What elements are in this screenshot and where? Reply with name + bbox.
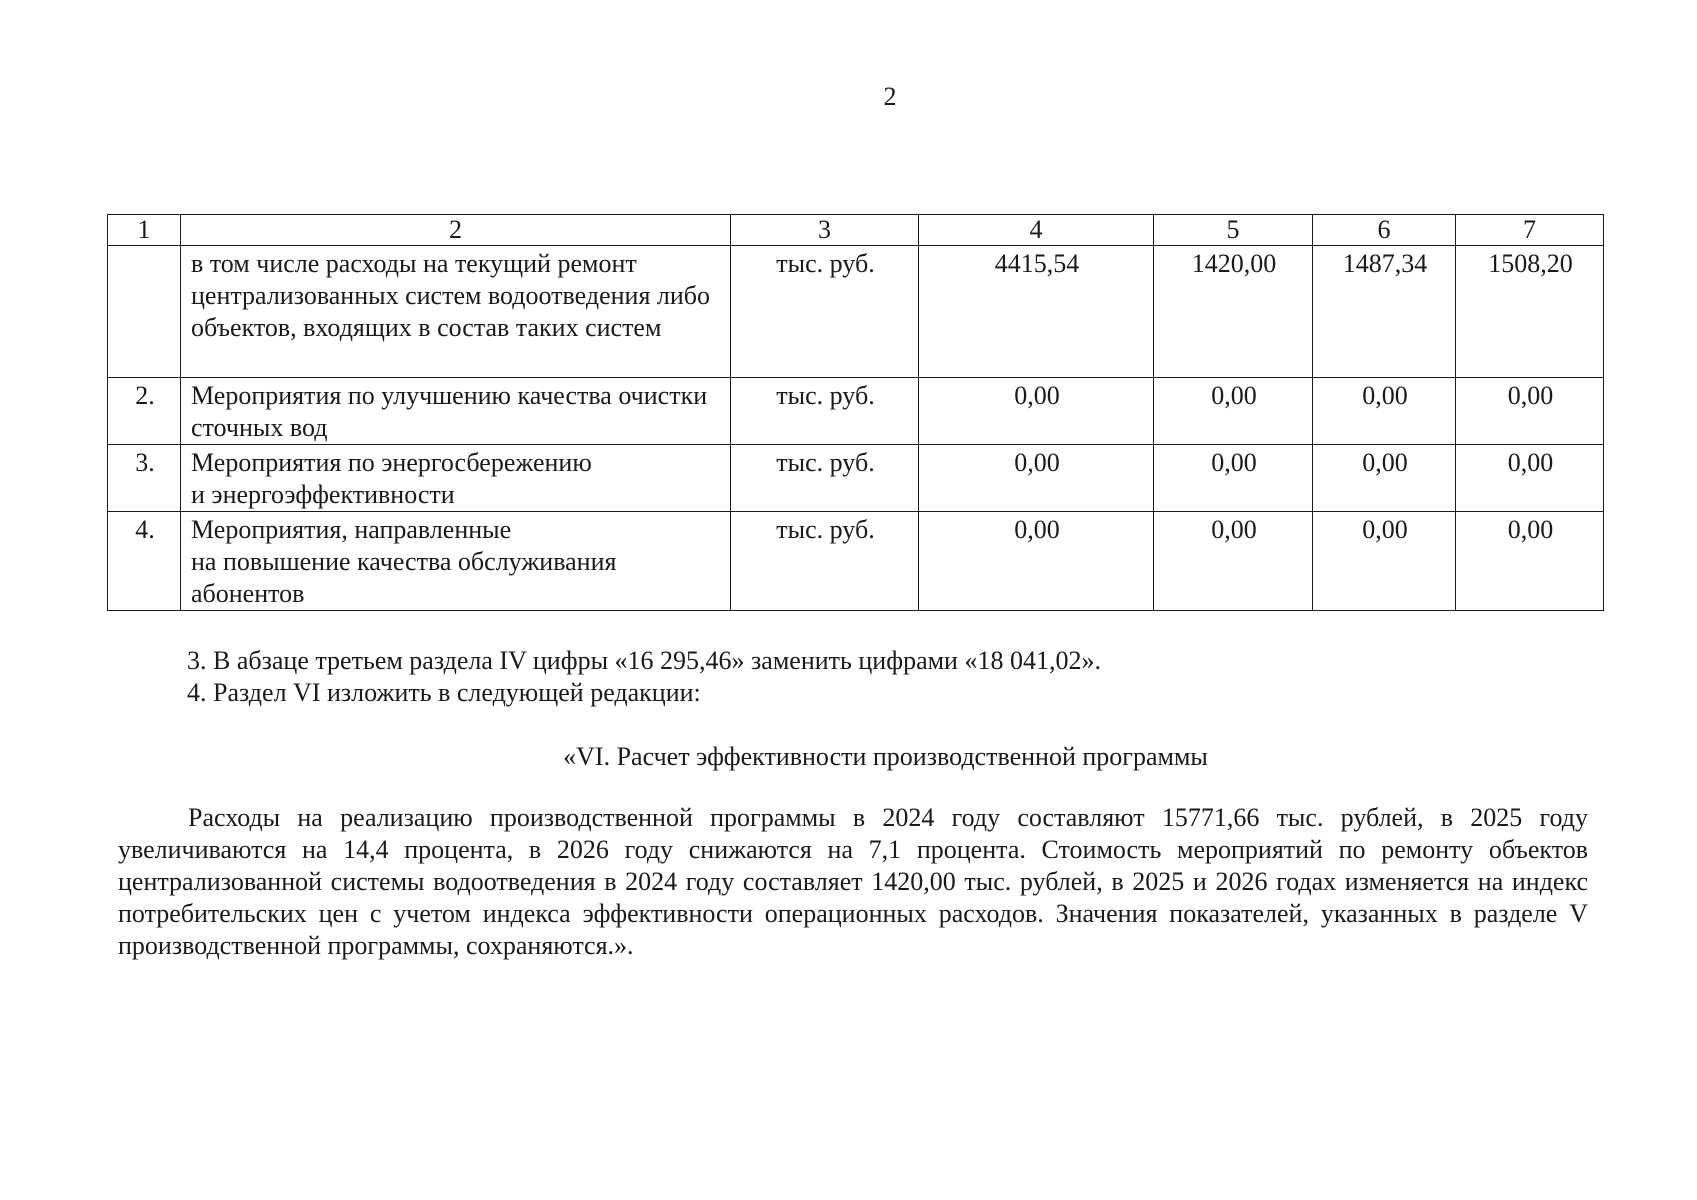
value-cell: 0,00 [1313,445,1456,512]
column-header: 1 [108,215,181,246]
measure-name [181,512,731,611]
value-cell: 0,00 [1456,512,1604,611]
measure-name-line: на повышение качества обслуживания абонентов [191,547,617,608]
column-header: 4 [919,215,1154,246]
row-number: 4. [108,512,181,611]
value-cell: 0,00 [1154,445,1313,512]
value-cell: 1487,34 [1313,246,1456,378]
value-cell: 0,00 [919,378,1154,445]
unit-cell: тыс. руб. [731,512,919,611]
amendment-item-4: 4. Раздел VI изложить в следующей редакции: [187,678,701,707]
unit-cell: тыс. руб. [731,246,919,378]
column-header: 6 [1313,215,1456,246]
measures-table [107,214,1604,611]
table-row [108,378,1604,445]
value-cell: 0,00 [919,512,1154,611]
row-number: 3. [108,445,181,512]
column-header: 5 [1154,215,1313,246]
column-header: 2 [181,215,731,246]
page-number: 2 [883,82,897,111]
measure-name-line: и энергоэффективности [191,480,455,509]
amendment-item-3: 3. В абзаце третьем раздела IV цифры «16 295,46» заменить цифрами «18 041,02». [187,646,1101,675]
value-cell: 0,00 [1456,445,1604,512]
section-body-paragraph: Расходы на реализацию производственной программы в 2024 году составляют 15771,66 тыс. рублей, в 2025 году увеличиваются на 14,4 процента, в 2026 году снижаются на 7,1 процента. Стоимость мероприятий по ремонту объектов централизованной системы водоотведения в 2024 году составляет 1420,00 тыс. рублей, в 2025 и 2026 годах изменяется на индекс потребительских цен с учетом индекса эффективности операционных расходов. Значения показателей, указанных в разделе V производственной программы, сохраняются.». [118,803,1588,960]
table-row [108,246,1604,378]
measure-name: в том числе расходы на текущий ремонт централизованных систем водоотведения либо объектов, входящих в состав таких систем [181,246,731,378]
value-cell: 4415,54 [919,246,1154,378]
table-row [108,512,1604,611]
column-header: 7 [1456,215,1604,246]
unit-cell: тыс. руб. [731,378,919,445]
value-cell: 0,00 [1313,512,1456,611]
row-number: 2. [108,378,181,445]
value-cell: 1420,00 [1154,246,1313,378]
measure-name: Мероприятия по улучшению качества очистки сточных вод [181,378,731,445]
column-header: 3 [731,215,919,246]
table-header-row [108,215,1604,246]
table-row [108,445,1604,512]
value-cell: 0,00 [1456,378,1604,445]
measure-name-line: Мероприятия, направленные [191,515,512,544]
value-cell: 0,00 [1313,378,1456,445]
value-cell: 0,00 [1154,512,1313,611]
value-cell: 0,00 [1154,378,1313,445]
value-cell: 0,00 [919,445,1154,512]
measure-name-line: Мероприятия по энергосбережению [191,448,592,477]
section-heading: «VI. Расчет эффективности производственной программы [563,742,1208,771]
value-cell: 1508,20 [1456,246,1604,378]
row-number [108,246,181,378]
unit-cell: тыс. руб. [731,445,919,512]
measure-name [181,445,731,512]
